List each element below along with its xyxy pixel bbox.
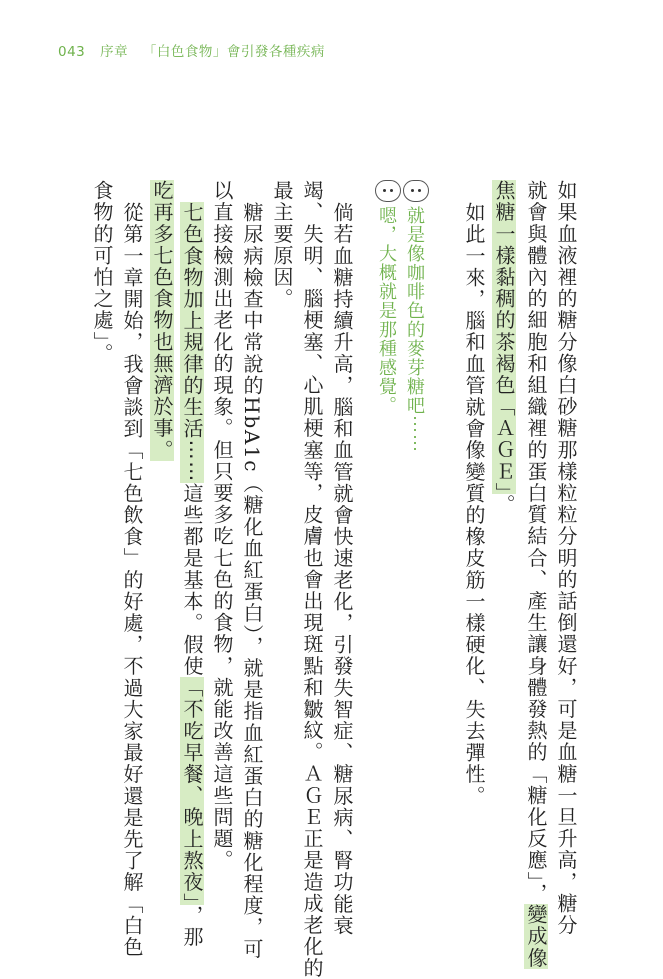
text-column — [118, 202, 146, 958]
page-number: 043 — [58, 44, 86, 60]
highlight-text: 變成像 — [524, 904, 548, 970]
text-column — [208, 180, 236, 871]
text-column — [268, 180, 296, 310]
highlight-text: 焦糖一樣黏稠的茶褐色「ＡＧＥ」 — [492, 180, 516, 494]
body-text: 就會與體內的細胞和組織裡的蛋白質結合、產生讓身體發熱的「糖化反應」， — [524, 180, 548, 905]
dialogue-text: 就是像咖啡色的麥芽糖吧⋯⋯ — [404, 206, 425, 453]
highlight-text: 吃再多七色食物也無濟於事。 — [150, 180, 174, 461]
body-text: 這些都是基本。假使 — [180, 482, 204, 678]
text-column — [328, 202, 356, 936]
body-text: 如此一來，腦和血管就會像變質的橡皮筋一樣硬化、失去彈性。 — [462, 202, 486, 807]
body-text: ，那 — [180, 904, 204, 949]
text-column — [552, 180, 580, 936]
body-text: 食物的可怕之處」。 — [90, 180, 114, 365]
body-text: 。 — [492, 494, 516, 516]
dialogue-text: 嗯，大概就是那種感覺。 — [376, 206, 397, 415]
body-text: 竭、失明、腦梗塞、心肌梗塞等，皮膚也會出現斑點和皺紋。ＡＧＥ正是造成老化的 — [300, 180, 324, 979]
body-text: 最主要原因。 — [270, 180, 294, 310]
highlight-text: 「不吃早餐、晚上熬夜」 — [180, 677, 204, 905]
text-column — [298, 180, 326, 979]
illustration-face-icon — [375, 180, 401, 202]
text-column — [238, 202, 266, 960]
text-column — [148, 180, 176, 461]
body-text: 以直接檢測出老化的現象。但只要多吃七色的食物，就能改善這些問題。 — [210, 180, 234, 872]
running-head — [58, 40, 335, 60]
illustration-face-icon — [403, 180, 429, 202]
body-text: 糖尿病檢查中常說的HbA1c（糖化血紅蛋白），就是指血紅蛋白的糖化程度，可 — [240, 202, 264, 960]
chapter-title: 「白色食物」會引發各種疾病 — [142, 44, 325, 60]
text-column — [460, 202, 488, 807]
highlight-text: 七色食物加上規律的生活⋯⋯ — [180, 202, 204, 483]
dialogue-bubble — [400, 206, 428, 453]
body-text: 從第一章開始，我會談到「七色飲食」的好處，不過大家最好還是先了解「白色 — [120, 202, 144, 958]
text-column — [178, 202, 206, 948]
dialogue-bubble — [372, 206, 400, 415]
text-column — [490, 180, 518, 516]
body-text: 倘若血糖持續升高，腦和血管就會快速老化，引發失智症、糖尿病、腎功能衰 — [330, 202, 354, 937]
body-text: 如果血液裡的糖分像白砂糖那樣粒粒分明的話倒還好，可是血糖一旦升高，糖分 — [554, 180, 578, 936]
text-column — [88, 180, 116, 364]
text-column — [522, 180, 550, 969]
chapter-label: 序章 — [100, 44, 129, 60]
